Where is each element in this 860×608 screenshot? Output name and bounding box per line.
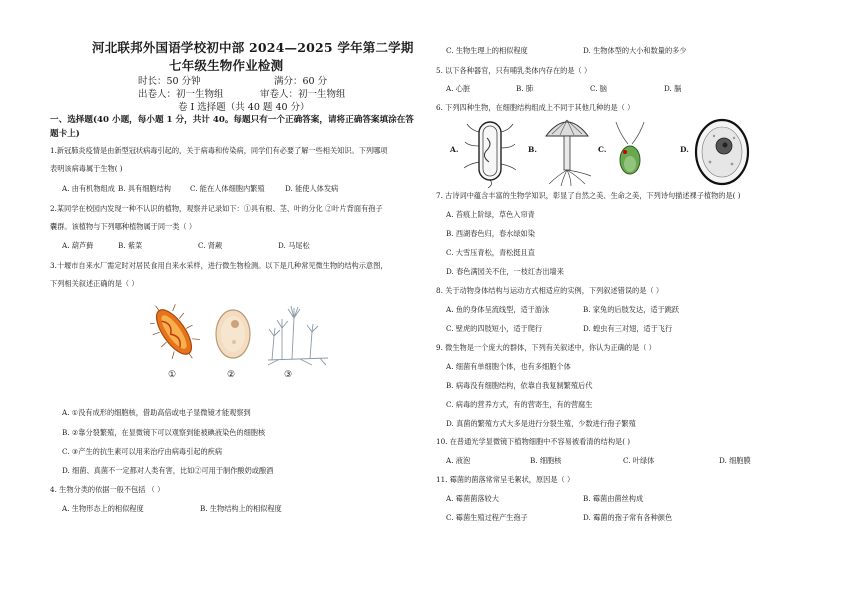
question-1-option-c: C. 能在人体细胞内繁殖: [190, 184, 265, 193]
question-2-option-d: D. 马尾松: [278, 241, 310, 250]
question-8-option-a: A. 鱼的身体呈流线型，适于游泳: [446, 305, 550, 314]
question-11-option-a: A. 霉菌菌落较大: [446, 494, 499, 503]
question-7-option-d: D. 春色满园关不住，一枝红杏出墙来: [446, 267, 564, 276]
question-1-stem-cont: 表明该病毒属于生物( ): [50, 164, 123, 173]
question-8-option-d: D. 蝗虫有三对翅，适于飞行: [583, 324, 673, 333]
bacterium-image: [150, 298, 208, 368]
figure-label-c: C.: [598, 145, 607, 154]
question-1-option-b: B. 具有细胞结构: [118, 184, 171, 193]
figure-label-2: ②: [227, 370, 236, 380]
question-6-stem: 6. 下列四种生物，在细胞结构组成上不同于其他几种的是（ ）: [436, 103, 635, 112]
exam-author: 出卷人：初一生物组: [138, 89, 224, 100]
question-9-option-d: D. 真菌的繁殖方式大多是进行分裂生殖，少数进行孢子繁殖: [446, 419, 636, 428]
question-3-option-a: A. ①没有成形的细胞核，借助高倍或电子显微镜才能观察到: [62, 408, 251, 417]
figure-label-d: D.: [680, 145, 689, 154]
chlamydomonas-drawing: [608, 120, 652, 184]
figure-label-b: B.: [528, 145, 537, 154]
question-5-option-c: C. 脑: [590, 84, 607, 93]
question-7-option-a: A. 苔痕上阶绿，草色入帘青: [446, 210, 535, 219]
figure-label-3: ③: [284, 370, 293, 380]
question-8-option-b: B. 家兔的后肢发达，适于跳跃: [583, 305, 680, 314]
question-8-option-c: C. 壁虎的四肢短小，适于爬行: [446, 324, 543, 333]
question-1-option-d: D. 能使人体发病: [285, 184, 339, 193]
question-4-stem: 4. 生物分类的依据一般不包括 （ ）: [50, 485, 165, 494]
question-4-option-b: B. 生物结构上的相似程度: [200, 504, 282, 513]
question-2-stem-cont: 囊群。该植物与下列哪种植物属于同一类（ ）: [50, 222, 197, 231]
question-5-option-a: A. 心脏: [446, 84, 471, 93]
mushroom-drawing: [538, 114, 596, 188]
question-10-option-c: C. 叶绿体: [623, 456, 655, 465]
question-2-stem: 2.某同学在校园内发现一种不认识的植物，观察并记录如下：①具有根、茎、叶的分化 ②叶片背面有孢子: [50, 204, 383, 213]
question-11-option-c: C. 霉菌生殖过程产生孢子: [446, 513, 528, 522]
question-1-option-a: A. 由有机物组成: [62, 184, 115, 193]
question-5-stem: 5. 以下各种器官，只有哺乳类体内存在的是（ ）: [436, 66, 592, 75]
question-3-option-d: D. 细菌、真菌不一定都对人类有害，比如②可用于制作酸奶或酿酒: [62, 466, 274, 475]
question-7-option-c: C. 大雪压青松，青松挺且直: [446, 248, 535, 257]
question-2-option-a: A. 葫芦藓: [62, 241, 94, 250]
question-4-option-d: D. 生物体型的大小和数量的多少: [583, 46, 687, 55]
question-1-stem: 1.新冠肺炎疫情是由新型冠状病毒引起的，关于病毒和传染病，同学们有必要了解一些相关知识。下列哪项: [50, 146, 388, 155]
question-9-option-a: A. 细菌有单细胞个体，也有多细胞个体: [446, 362, 571, 371]
question-10-option-b: B. 细胞核: [530, 456, 562, 465]
microbe-figure: [150, 298, 330, 368]
question-7-option-b: B. 西湖春色归，春水绿如染: [446, 229, 535, 238]
question-2-option-b: B. 紫菜: [118, 241, 143, 250]
question-3-option-c: C. ③产生的抗生素可以用来治疗由病毒引起的疾病: [62, 447, 223, 456]
question-10-option-d: D. 细胞膜: [719, 456, 751, 465]
question-11-stem: 11. 霉菌的菌落常常呈毛絮状，原因是（ ）: [436, 475, 575, 484]
question-3-option-b: B. ②靠分裂繁殖，在显微镜下可以观察到能被碘液染色的细胞核: [62, 428, 266, 437]
question-4-option-a: A. 生物形态上的相似程度: [62, 504, 144, 513]
question-5-option-b: B. 肺: [516, 84, 534, 93]
question-11-option-d: D. 霉菌的孢子常有各种颜色: [583, 513, 673, 522]
section-heading-line2: 题卡上): [50, 129, 80, 139]
question-4-option-c: C. 生物生理上的相似程度: [446, 46, 528, 55]
question-3-stem-cont: 下列相关叙述正确的是（ ）: [50, 279, 139, 288]
exam-title: 河北联邦外国语学校初中部 2024—2025 学年第二学期: [92, 40, 414, 55]
question-10-stem: 10. 在普通光学显微镜下植物细胞中不容易被看清的结构是( ): [436, 437, 631, 446]
exam-subtitle: 七年级生物作业检测: [169, 58, 284, 73]
question-5-option-d: D. 膈: [664, 84, 682, 93]
figure-label-a: A.: [450, 145, 459, 154]
question-9-option-b: B. 病毒没有细胞结构，依靠自我复制繁殖后代: [446, 381, 593, 390]
question-11-option-b: B. 霉菌由菌丝构成: [583, 494, 644, 503]
exam-reviewer: 审卷人：初一生物组: [260, 89, 346, 100]
section-heading-line1: 一、选择题(40 小题，每小题 1 分，共计 40。每题只有一个正确答案，请将正确答案填涂在答: [50, 115, 414, 125]
question-7-stem: 7. 古诗词中蕴含丰富的生物学知识，彰显了自然之美、生命之美，下列诗句描述裸子植物的是( ): [436, 191, 741, 200]
figure-label-1: ①: [168, 370, 177, 380]
exam-volume: 卷 I 选择题（共 40 题 40 分）: [178, 102, 310, 113]
bacterium-drawing: [460, 116, 522, 188]
question-2-option-c: C. 肾蕨: [198, 241, 223, 250]
question-8-stem: 8. 关于动物身体结构与运动方式相适应的实例，下列叙述错误的是（ ）: [436, 286, 664, 295]
exam-time: 时长：50 分钟: [138, 76, 201, 87]
penicillium-image: [268, 306, 328, 365]
exam-score: 满分：60 分: [274, 76, 328, 87]
plant-cell-drawing: [692, 116, 752, 188]
question-9-option-c: C. 病毒的营养方式，有的营寄生，有的营腐生: [446, 400, 593, 409]
question-9-stem: 9. 微生物是一个庞大的群体，下列有关叙述中，你认为正确的是（ ）: [436, 343, 656, 352]
yeast-image: [216, 310, 250, 358]
question-10-option-a: A. 液泡: [446, 456, 471, 465]
question-3-stem: 3.十堰市自来水厂需定时对居民食用自来水采样，进行微生物检测。以下是几种常见微生物的结构示意图，: [50, 261, 388, 270]
